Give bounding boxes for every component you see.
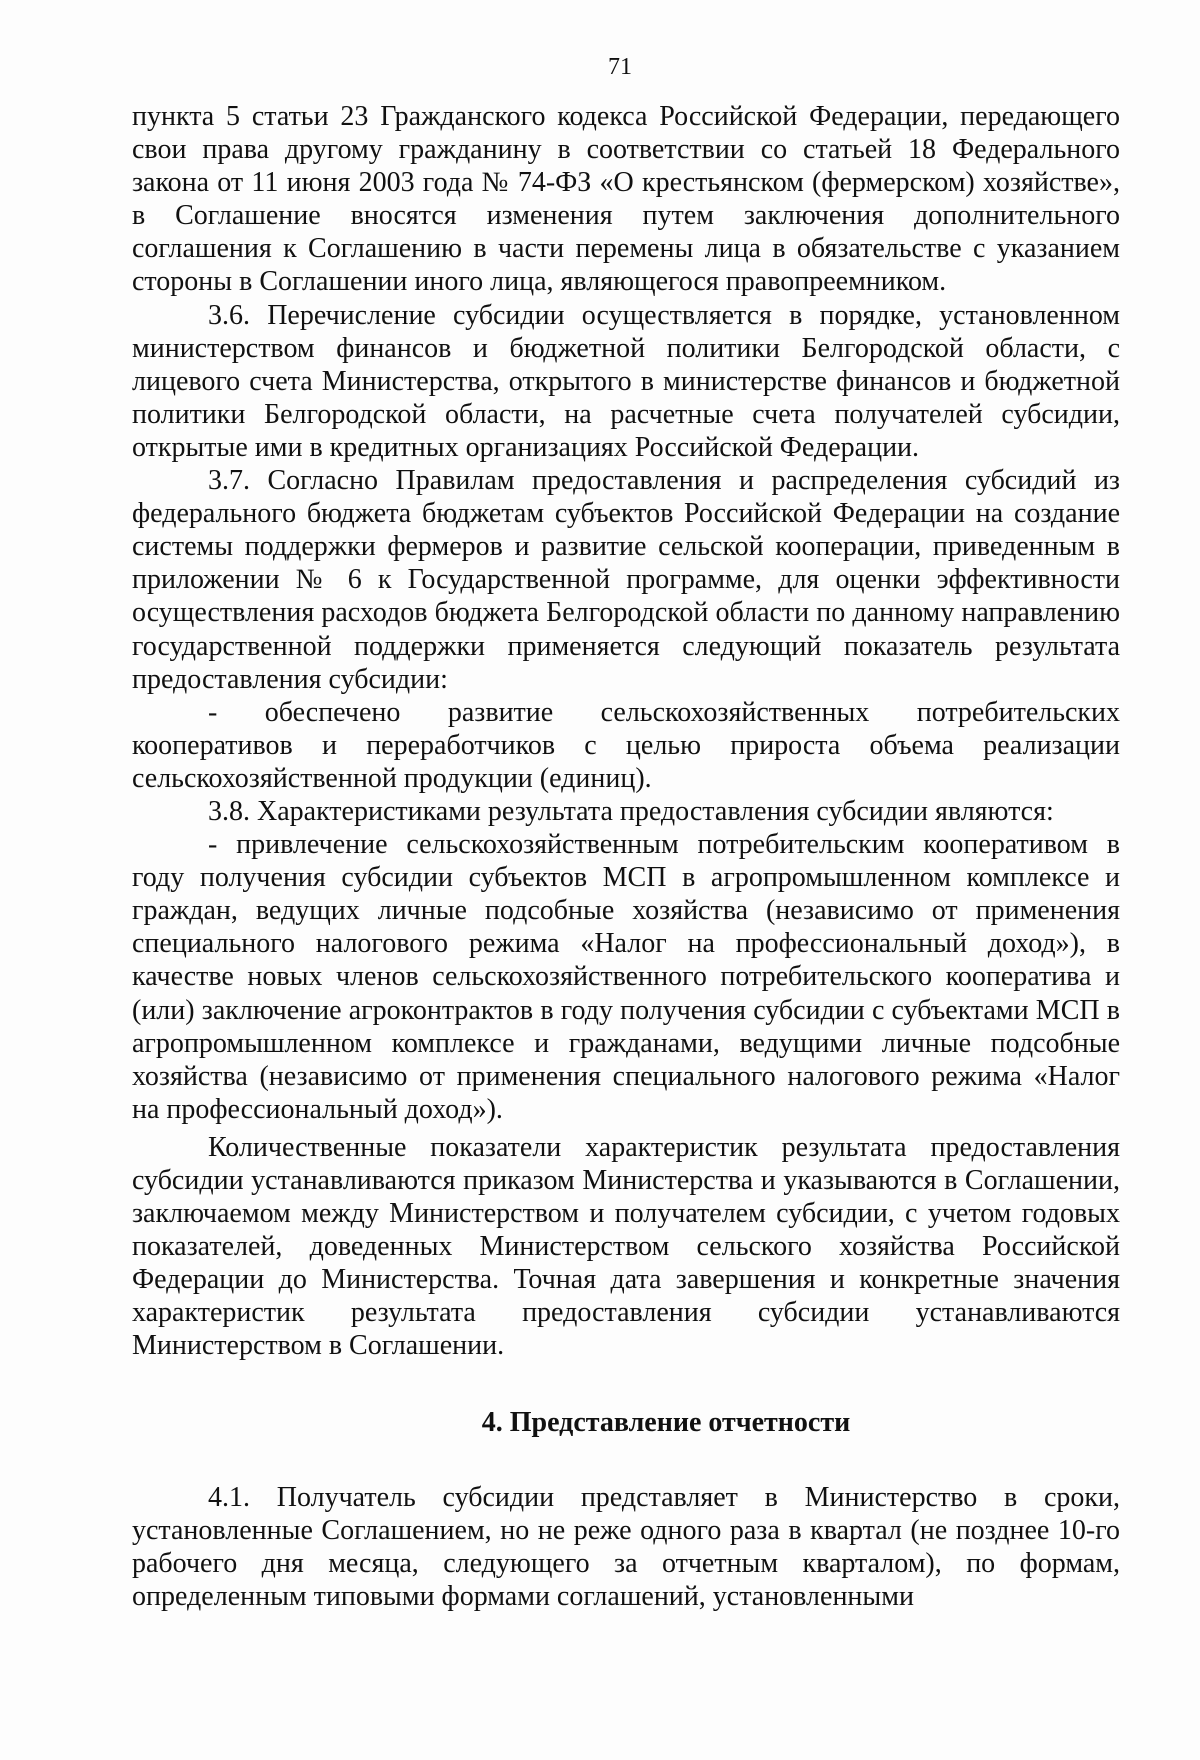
paragraph-3-7: 3.7. Согласно Правилам предоставления и распределения субсидий из федерального бюджета бюджетам субъектов Российской Федерации на создание системы поддержки фермеров и развитие сельской кооперации, приведенным в приложении № 6 к Государственной программе, для оценки эффективности осуществления расходов бюджета Белгородской области по данному направлению государственной поддержки применяется следующий показатель результата предоставления субсидии:: [132, 465, 1120, 695]
document-body: [132, 100, 1120, 1613]
paragraph-3-6: 3.6. Перечисление субсидии осуществляется в порядке, установленном министерством финансов и бюджетной политики Белгородской области, с лицевого счета Министерства, открытого в министерстве финансов и бюджетной политики Белгородской области, на расчетные счета получателей субсидии, открытые ими в кредитных организациях Российской Федерации.: [132, 299, 1120, 463]
list-item-result-indicator: - обеспечено развитие сельскохозяйственных потребительских кооперативов и переработчиков с целью прироста объема реализации сельскохозяйственной продукции (единиц).: [132, 696, 1120, 794]
section-heading: 4. Представление отчетности: [481, 1406, 851, 1438]
paragraph-continuation: пункта 5 статьи 23 Гражданского кодекса Российской Федерации, передающего свои права другому гражданину в соответствии со статьей 18 Федерального закона от 11 июня 2003 года № 74-ФЗ «О крестьянском (фермерском) хозяйстве», в Соглашение вносятся изменения путем заключения дополнительного соглашения к Соглашению в части перемены лица в обязательстве с указанием стороны в Соглашении иного лица, являющегося правопреемником.: [132, 101, 1120, 298]
paragraph-quantitative-indicators: Количественные показатели характеристик результата предоставления субсидии устанавливаются приказом Министерства и указываются в Соглашении, заключаемом между Министерством и получателем субсидии, с учетом годовых показателей, доведенных Министерством сельского хозяйства Российской Федерации до Министерства. Точная дата завершения и конкретные значения характеристик результата предоставления субсидии устанавливаются Министерством в Соглашении.: [132, 1131, 1120, 1362]
page-number: 71: [608, 54, 632, 80]
paragraph-4-1: 4.1. Получатель субсидии представляет в Министерство в сроки, установленные Соглашением, но не реже одного раза в квартал (не позднее 10-го рабочего дня месяца, следующего за отчетным кварталом), по формам, определенным типовыми формами соглашений, установленными: [132, 1481, 1120, 1612]
paragraph-3-8: 3.8. Характеристиками результата предоставления субсидии являются:: [208, 795, 1054, 827]
list-item-result-characteristics: - привлечение сельскохозяйственным потребительским кооперативом в году получения субсидии субъектов МСП в агропромышленном комплексе и граждан, ведущих личные подсобные хозяйства (независимо от применения специального налогового режима «Налог на профессиональный доход»), в качестве новых членов сельскохозяйственного потребительского кооператива и (или) заключение агроконтрактов в году получения субсидии с субъектами МСП в агропромышленном комплексе и гражданами, ведущими личные подсобные хозяйства (независимо от применения специального налогового режима «Налог на профессиональный доход»).: [132, 829, 1120, 1125]
